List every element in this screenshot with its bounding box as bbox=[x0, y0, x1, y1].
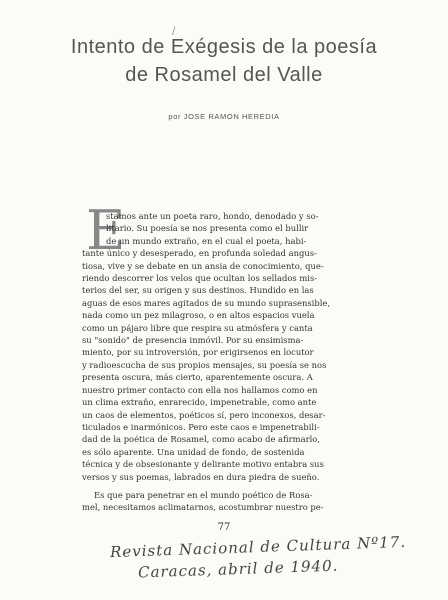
ink-speck: / bbox=[172, 26, 176, 37]
body-line: nuestro primer contacto con ella nos hallamos como en bbox=[82, 384, 318, 395]
body-line: nada como un pez milagroso, o en altos espacios vuela bbox=[82, 310, 315, 321]
title-line-2: de Rosamel del Valle bbox=[125, 64, 323, 86]
handwritten-note-line-1: Revista Nacional de Cultura Nº17. bbox=[109, 532, 407, 562]
page-number: 77 bbox=[217, 522, 231, 533]
body-line: es sólo aparente. Una unidad de fondo, de sostenida bbox=[82, 446, 305, 457]
body-line: dad de la poética de Rosamel, como acabo de afirmarlo, bbox=[82, 434, 320, 445]
body-line: versos y sus poemas, labrados en dura piedra de sueño. bbox=[82, 471, 320, 482]
body-line: litario. Su poesía se nos presenta como el bullir bbox=[106, 223, 309, 234]
body-line: riendo descorrer los velos que ocultan los sellados mis- bbox=[82, 273, 318, 284]
body-line: tiosa, vive y se debate en un ansia de conocimiento, que- bbox=[82, 260, 324, 271]
body-line: terios del ser, su origen y sus destinos. Hundido en las bbox=[82, 285, 314, 296]
body-line: un clima extraño, enrarecido, impenetrable, como ante bbox=[82, 397, 317, 408]
body-line: un caos de elementos, poéticos sí, pero inconexos, desar- bbox=[82, 409, 326, 420]
body-line: técnica y de obsesionante y delirante motivo entabra sus bbox=[82, 459, 324, 470]
body-line: como un pájaro libre que respira su atmósfera y canta bbox=[82, 322, 313, 333]
body-line: ticulados e inarmónicos. Pero este caos e impenetrabili- bbox=[82, 421, 320, 432]
body-line: mel, necesitamos aclimatarnos, acostumbrar nuestro pe- bbox=[82, 502, 324, 513]
drop-cap: E bbox=[86, 199, 126, 262]
author-byline: por JOSE RAMON HEREDIA bbox=[168, 112, 280, 121]
article-body bbox=[82, 210, 360, 514]
body-line: Es que para penetrar en el mundo poético de Rosa- bbox=[94, 489, 313, 500]
body-line: tante único y desesperado, en profunda soledad angus- bbox=[82, 248, 317, 259]
body-line: stamos ante un poeta raro, hondo, denodado y so- bbox=[106, 211, 319, 221]
body-line: aguas de esos mares agitados de su mundo suprasensible, bbox=[82, 297, 331, 308]
body-line: presenta oscura, más cierto, aparentemente oscura. A bbox=[82, 372, 313, 383]
body-line: miento, por su introversión, por erigirsenos en locutor bbox=[82, 347, 314, 358]
body-line: y radioescucha de sus propios mensajes, su poesía se nos bbox=[82, 359, 327, 370]
body-line: de un mundo extraño, en el cual el poeta, habi- bbox=[106, 235, 307, 246]
body-line: su "sonido" de presencia inmóvil. Por su ensimisma- bbox=[82, 335, 304, 346]
handwritten-note-line-2: Caracas, abril de 1940. bbox=[137, 556, 339, 582]
title-line-1: Intento de Exégesis de la poesía bbox=[70, 36, 378, 58]
